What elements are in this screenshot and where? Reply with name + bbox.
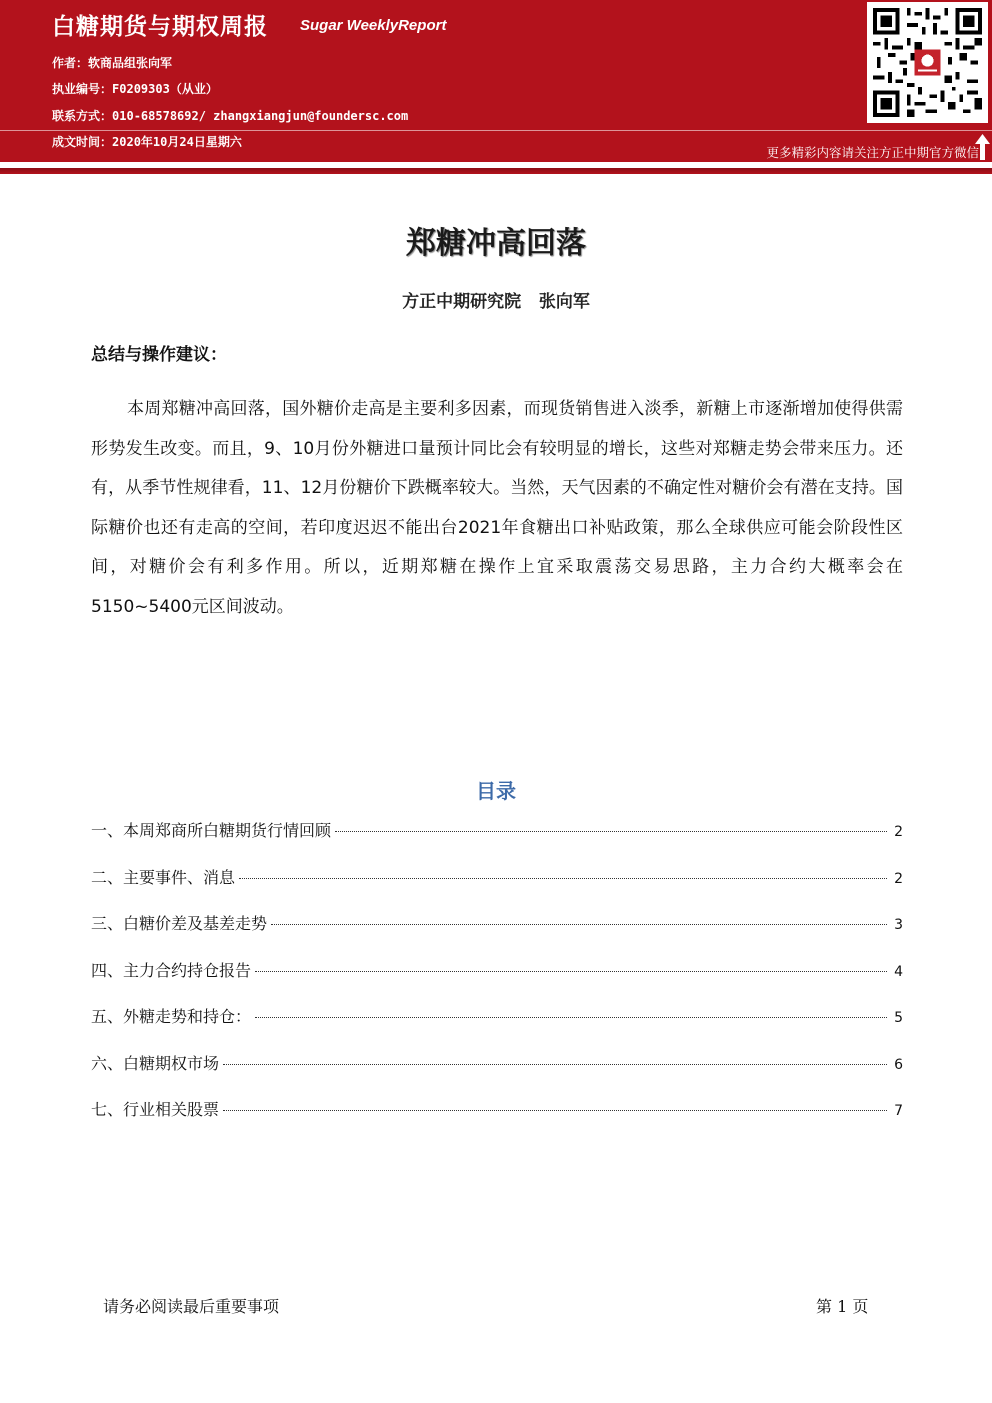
toc-item-label: 六、白糖期权市场: [91, 1054, 220, 1073]
toc-item[interactable]: [91, 1097, 903, 1121]
toc-leader-dots: [239, 878, 887, 879]
author-line: [52, 54, 172, 71]
header-divider: [0, 130, 992, 131]
toc-item[interactable]: [91, 1004, 903, 1028]
toc-item-label: 五、外糖走势和持仓：: [91, 1007, 252, 1026]
toc-item-page: 5: [894, 1010, 903, 1026]
footer-page-number: 第 1 页: [816, 1297, 869, 1316]
toc-leader-dots: [255, 971, 887, 972]
report-series-subtitle: Sugar WeeklyReport: [300, 17, 447, 34]
toc-leader-dots: [335, 831, 887, 832]
toc-item-label: 一、本周郑商所白糖期货行情回顾: [91, 821, 332, 840]
toc-leader-dots: [223, 1064, 887, 1065]
date-label: 成文时间：: [52, 135, 113, 149]
toc-leader-dots: [223, 1110, 887, 1111]
follow-wechat-text: 更多精彩内容请关注方正中期官方微信: [766, 145, 979, 160]
toc-item[interactable]: [91, 958, 903, 982]
toc-item-label: 三、白糖价差及基差走势: [91, 914, 268, 933]
summary-heading: 总结与操作建议：: [91, 345, 227, 365]
toc-item[interactable]: [91, 818, 903, 842]
toc-item[interactable]: [91, 1051, 903, 1075]
document-author-line: 方正中期研究院 张向军: [402, 292, 590, 312]
header-bottom-stripe: [0, 168, 992, 174]
toc-item-label: 四、主力合约持仓报告: [91, 961, 252, 980]
toc-item[interactable]: [91, 911, 903, 935]
author-label: 作者：: [52, 56, 89, 70]
arrow-up-icon: [975, 134, 990, 160]
contact-line: [52, 107, 408, 124]
toc-item-label: 二、主要事件、消息: [91, 868, 236, 887]
date-line: [52, 133, 242, 150]
license-value: F0209303（从业）: [112, 82, 218, 96]
toc-item[interactable]: [91, 865, 903, 889]
toc-item-page: 2: [894, 871, 903, 887]
document-title: 郑糖冲高回落: [406, 226, 586, 261]
toc-item-label: 七、行业相关股票: [91, 1100, 220, 1119]
report-header: [0, 0, 992, 162]
report-series-title: 白糖期货与期权周报: [52, 14, 268, 40]
toc-item-page: 6: [894, 1057, 903, 1073]
toc-item-page: 7: [894, 1103, 903, 1119]
toc-item-page: 2: [894, 824, 903, 840]
toc-title: 目录: [476, 779, 516, 803]
contact-label: 联系方式：: [52, 109, 113, 123]
footer-notice: 请务必阅读最后重要事项: [103, 1297, 280, 1316]
license-line: [52, 80, 218, 97]
author-value: 软商品组张向军: [88, 56, 173, 70]
qr-code-icon: [867, 2, 988, 123]
toc-item-page: 4: [894, 964, 903, 980]
toc-item-page: 3: [894, 917, 903, 933]
date-value: 2020年10月24日星期六: [112, 135, 242, 149]
license-label: 执业编号：: [52, 82, 113, 96]
toc-leader-dots: [255, 1017, 887, 1018]
contact-value: 010-68578692/ zhangxiangjun@foundersc.com: [112, 109, 409, 123]
summary-paragraph: 本周郑糖冲高回落，国外糖价走高是主要利多因素，而现货销售进入淡季，新糖上市逐渐增加使得供需形势发生改变。而且，9、10月份外糖进口量预计同比会有较明显的增长，这些对郑糖走势会带来压力。还有，从季节性规律看，11、12月份糖价下跌概率较大。当然，天气因素的不确定性对糖价会有潜在支持。国际糖价也还有走高的空间，若印度迟迟不能出台2021年食糖出口补贴政策，那么全球供应可能会阶段性区间，对糖价会有利多作用。所以，近期郑糖在操作上宜采取震荡交易思路，主力合约大概率会在5150~5400元区间波动。: [91, 399, 903, 617]
toc-leader-dots: [271, 924, 887, 925]
